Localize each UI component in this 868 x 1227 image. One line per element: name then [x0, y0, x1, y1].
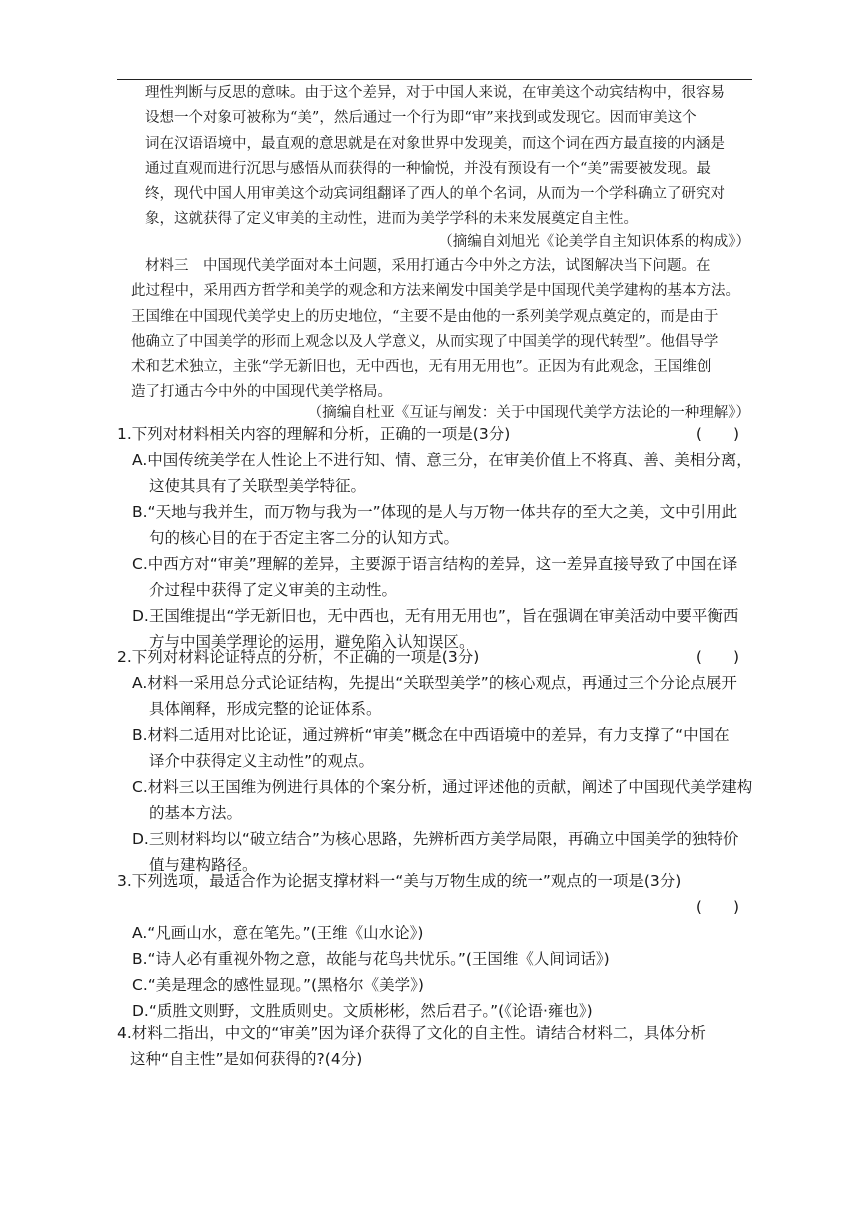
material-two-text — [117, 81, 753, 233]
option-a-continued: 具体阐释，形成完整的论证体系。 — [149, 700, 382, 718]
answer-blank[interactable]: ( ) — [695, 648, 739, 666]
material-three-text — [117, 254, 753, 406]
question-stem: 4.材料二指出，中文的“审美”因为译介获得了文化的自主性。请结合材料二，具体分析 — [117, 1024, 706, 1042]
option-c-continued: 的基本方法。 — [149, 804, 243, 822]
question-2 — [117, 644, 757, 878]
option-c[interactable]: C.中西方对“审美”理解的差异，主要源于语言结构的差异，这一差异直接导致了中国在译 — [132, 555, 738, 573]
question-stem — [117, 644, 757, 670]
option-a-continued: 这使其具有了关联型美学特征。 — [149, 477, 367, 495]
question-stem — [117, 421, 757, 447]
option-c-continued: 介过程中获得了定义审美的主动性。 — [149, 581, 398, 599]
question-stem: 3.下列选项，最适合作为论据支撑材料一“美与万物生成的统一”观点的一项是(3分) — [117, 872, 682, 890]
option-b-continued: 译介中获得定义主动性”的观点。 — [149, 752, 375, 770]
paragraph-line: 他确立了中国美学的形而上观念以及人学意义，从而实现了中国美学的现代转型”。他倡导学 — [131, 333, 719, 350]
paragraph-line: 造了打通古今中外的中国现代美学格局。 — [131, 384, 392, 401]
header-rule — [117, 79, 752, 80]
paragraph-line: 终，现代中国人用审美这个动宾词组翻译了西人的单个名词，从而为一个学科确立了研究对 — [145, 186, 725, 203]
question-3 — [117, 868, 757, 1024]
option-a[interactable]: A.“凡画山水，意在笔先。”(王维《山水论》) — [132, 924, 424, 942]
option-a[interactable]: A.材料一采用总分式论证结构，先提出“关联型美学”的核心观点，再通过三个分论点展开 — [132, 674, 737, 692]
question-stem-continued: 这种“自主性”是如何获得的?(4分) — [130, 1050, 363, 1068]
option-d[interactable]: D.王国维提出“学无新旧也，无中西也，无有用无用也”，旨在强调在审美活动中要平衡西 — [132, 607, 739, 625]
paragraph-line: 材料三 中国现代美学面对本土问题，采用打通古今中外之方法，试图解决当下问题。在 — [145, 258, 711, 274]
question-stem-text: 1.下列对材料相关内容的理解和分析，正确的一项是(3分) — [117, 425, 511, 443]
option-c[interactable]: C.材料三以王国维为例进行具体的个案分析，通过评述他的贡献，阐述了中国现代美学建构 — [132, 778, 753, 796]
question-1 — [117, 421, 757, 655]
material-three-source: （摘编自杜亚《互证与阐发：关于中国现代美学方法论的一种理解》） — [307, 405, 750, 421]
material-two-source: （摘编自刘旭光《论美学自主知识体系的构成》） — [438, 234, 750, 250]
option-d[interactable]: D.三则材料均以“破立结合”为核心思路，先辨析西方美学局限，再确立中国美学的独特价 — [132, 830, 739, 848]
question-stem-text: 2.下列对材料论证特点的分析，不正确的一项是(3分) — [117, 648, 480, 666]
paragraph-line: 设想一个对象可被称为“美”，然后通过一个行为即“审”来找到或发现它。因而审美这个 — [145, 110, 697, 127]
option-b[interactable]: B.材料二适用对比论证，通过辨析“审美”概念在中西语境中的差异，有力支撑了“中国在 — [132, 726, 730, 744]
answer-blank[interactable]: ( ) — [695, 425, 739, 443]
paragraph-line: 象，这就获得了定义审美的主动性，进而为美学学科的未来发展奠定自主性。 — [145, 211, 638, 228]
option-b-continued: 句的核心目的在于否定主客二分的认知方式。 — [149, 529, 460, 547]
paragraph-line: 词在汉语语境中，最直观的意思就是在对象世界中发现美，而这个词在西方最直接的内涵是 — [145, 135, 725, 152]
option-a[interactable]: A.中国传统美学在人性论上不进行知、情、意三分，在审美价值上不将真、善、美相分离， — [132, 451, 752, 469]
option-b[interactable]: B.“天地与我并生，而万物与我为一”体现的是人与万物一体共存的至大之美，文中引用此 — [132, 503, 738, 521]
paragraph-line: 通过直观而进行沉思与感悟从而获得的一种愉悦，并没有预设有一个“美”需要被发现。最 — [145, 160, 711, 177]
answer-blank[interactable]: ( ) — [695, 898, 739, 916]
paragraph-line: 此过程中，采用西方哲学和美学的观念和方法来阐发中国美学是中国现代美学建构的基本方法。 — [131, 283, 740, 300]
paragraph-line: 术和艺术独立，主张“学无新旧也，无中西也，无有用无用也”。正因为有此观念，王国维创 — [131, 359, 712, 376]
paragraph-line: 王国维在中国现代美学史上的历史地位，“主要不是由他的一系列美学观点奠定的，而是由于 — [131, 308, 719, 325]
answer-row — [117, 894, 757, 920]
option-c[interactable]: C.“美是理念的感性显现。”(黑格尔《美学》) — [132, 976, 424, 994]
paragraph-line: 理性判断与反思的意味。由于这个差异，对于中国人来说，在审美这个动宾结构中，很容易 — [145, 85, 725, 101]
question-4 — [117, 1020, 757, 1072]
option-b[interactable]: B.“诗人必有重视外物之意，故能与花鸟共忧乐。”(王国维《人间词话》) — [132, 950, 610, 968]
option-d[interactable]: D.“质胜文则野，文胜质则史。文质彬彬，然后君子。”(《论语·雍也》) — [132, 1002, 593, 1020]
option-d-continued: 值与建构路径。 — [149, 856, 258, 874]
option-d-continued: 方与中国美学理论的运用，避免陷入认知误区。 — [149, 633, 475, 651]
